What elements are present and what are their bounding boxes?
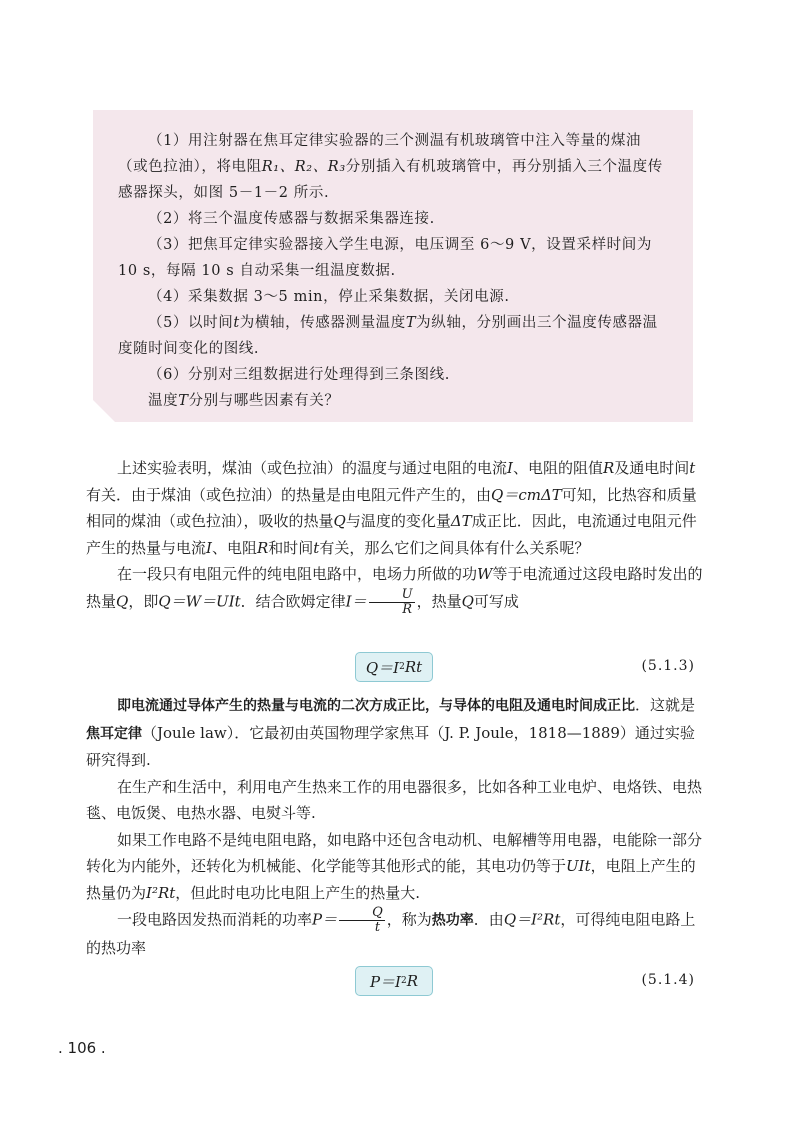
- experiment-steps: [93, 128, 693, 414]
- step-2: （2）将三个温度传感器与数据采集器连接.: [148, 211, 435, 227]
- paragraph-2: 在一段只有电阻元件的纯电阻电路中，电场力所做的功W等于电流通过这段电路时发出的热量Q，即Q＝W＝UIt．结合欧姆定律I＝ $\frac{U}{R}$ ，热量Q可写成: [86, 565, 703, 617]
- ohm-fraction: $\frac{U}{R}$: [369, 588, 415, 617]
- paragraph-6: 一段电路因发热而消耗的功率P＝ $\frac{Q}{t}$ ，称为热功率．由Q＝I²Rt，可得纯电阻电路上的热功率: [86, 905, 696, 957]
- equation-number-5-1-4: (5.1.4): [641, 972, 695, 988]
- step-4: （4）采集数据 3～5 min，停止采集数据，关闭电源.: [148, 289, 510, 305]
- step-1: （1）用注射器在焦耳定律实验器的三个测温有机玻璃管中注入等量的煤油（或色拉油），将电阻R₁、R₂、R₃分别插入有机玻璃管中，再分别插入三个温度传感器探头，如图 5－1－2 所示.: [118, 133, 663, 201]
- formula-joule-law: Q＝I 2 Rt: [355, 652, 433, 682]
- power-fraction: $\frac{Q}{t}$: [339, 906, 385, 935]
- step-5: （5）以时间t为横轴，传感器测量温度T为纵轴，分别画出三个温度传感器温度随时间变化的图线.: [118, 315, 658, 357]
- experiment-box: [93, 110, 693, 422]
- paragraph-4: 在生产和生活中，利用电产生热来工作的用电器很多，比如各种工业电炉、电烙铁、电热毯、电饭煲、电热水器、电熨斗等.: [86, 777, 703, 822]
- joule-law-statement: 即电流通过导体产生的热量与电流的二次方成正比，与导体的电阻及通电时间成正比: [117, 698, 635, 714]
- formula-heat-power: P＝I 2 R: [355, 966, 433, 996]
- paragraph-3: 即电流通过导体产生的热量与电流的二次方成正比，与导体的电阻及通电时间成正比．这就是焦耳定律（Joule law）．它最初由英国物理学家焦耳（J. P. Joule，1818—1889）通过实验研究得到.: [86, 696, 696, 769]
- heat-power-term: 热功率: [431, 912, 474, 929]
- paragraph-1: 上述实验表明，煤油（或色拉油）的温度与通过电阻的电流I、电阻的阻值R及通电时间t有关．由于煤油（或色拉油）的热量是由电阻元件产生的，由Q＝cmΔT可知，比热容和质量相同的煤油（或色拉油），吸收的热量Q与温度的变化量ΔT成正比．因此，电流通过电阻元件产生的热量与电流I、电阻R和时间t有关，那么它们之间具体有什么关系呢？: [86, 459, 697, 557]
- equation-number-5-1-3: (5.1.3): [641, 658, 695, 674]
- step-6: （6）分别对三组数据进行处理得到三条图线.: [148, 367, 450, 383]
- step-3: （3）把焦耳定律实验器接入学生电源，电压调至 6～9 V，设置采样时间为 10 s，每隔 10 s 自动采集一组温度数据.: [118, 237, 652, 279]
- body-section-1: [86, 455, 704, 617]
- joule-law-term: 焦耳定律: [86, 725, 142, 742]
- paragraph-5: 如果工作电路不是纯电阻电路，如电路中还包含电动机、电解槽等用电器，电能除一部分转化为内能外，还转化为机械能、化学能等其他形式的能，其电功仍等于UIt，电阻上产生的热量仍为I²Rt，但此时电功比电阻上产生的热量大.: [86, 830, 703, 902]
- body-section-2: [86, 692, 704, 962]
- question: 温度T分别与哪些因素有关？: [148, 393, 340, 409]
- page-number: . 106 .: [58, 1039, 106, 1057]
